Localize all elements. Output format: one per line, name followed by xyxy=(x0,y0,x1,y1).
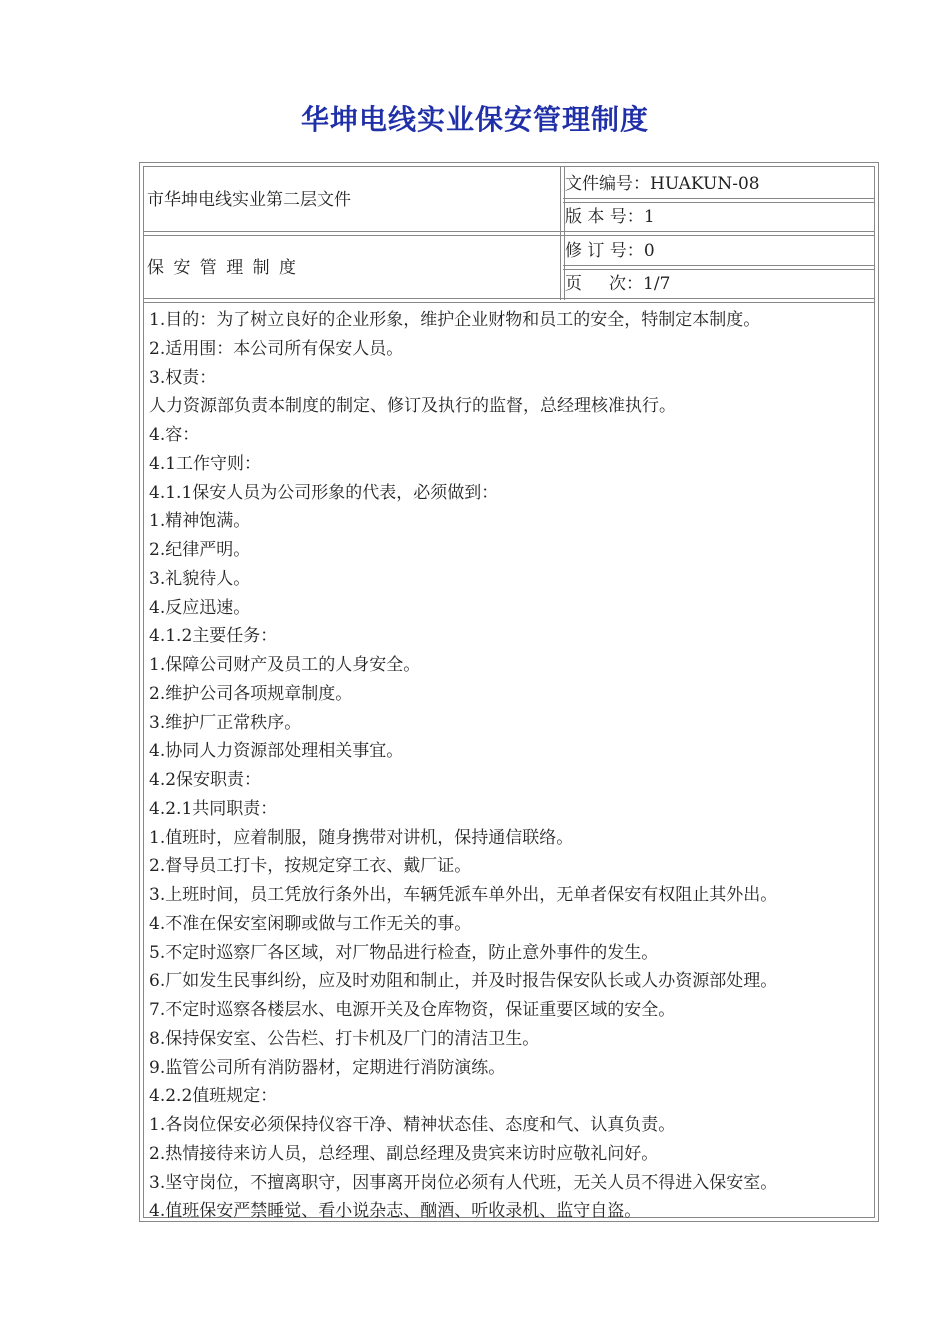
body-line: 2.热情接待来访人员，总经理、副总经理及贵宾来访时应敬礼问好。 xyxy=(149,1143,659,1164)
revision-value: 0 xyxy=(643,241,655,261)
body-line: 2.纪律严明。 xyxy=(149,540,251,560)
header-bottom-divider xyxy=(144,298,875,303)
body-line: 8.保持保安室、公告栏、打卡机及厂门的清洁卫生。 xyxy=(149,1028,540,1049)
document-inner-frame xyxy=(143,166,875,1222)
body-line: 2.适用围：本公司所有保安人员。 xyxy=(149,338,404,359)
version-value: 1 xyxy=(643,207,655,227)
file-number-label: 文件编号： xyxy=(565,174,650,194)
document-frame xyxy=(139,162,879,1222)
page-label: 页 次： xyxy=(565,274,644,294)
body-line: 1.保障公司财产及员工的人身安全。 xyxy=(149,655,421,675)
body-line: 5.不定时巡察厂各区域，对厂物品进行检查，防止意外事件的发生。 xyxy=(149,942,659,963)
version-label: 版 本 号： xyxy=(565,207,644,227)
body-line: 3.礼貌待人。 xyxy=(149,568,251,589)
page-value: 1/7 xyxy=(643,274,671,294)
body-line: 4.值班保安严禁睡觉、看小说杂志、酗酒、听收录机、监守自盗。 xyxy=(149,1201,642,1222)
version-field xyxy=(565,206,655,228)
header-row-divider-1 xyxy=(563,198,875,203)
header-row-divider-2 xyxy=(144,231,875,236)
file-number-value: HUAKUN-08 xyxy=(650,174,760,194)
document-title: 华坤电线实业保安管理制度 xyxy=(300,103,649,136)
body-line: 3.维护厂正常秩序。 xyxy=(149,712,302,733)
body-line: 3.权责： xyxy=(149,367,217,388)
body-line: 人力资源部负责本制度的制定、修订及执行的监督，总经理核准执行。 xyxy=(149,396,676,417)
company-document-level: 市华坤电线实业第二层文件 xyxy=(147,190,351,210)
body-line: 3.坚守岗位，不擅离职守，因事离开岗位必须有人代班，无关人员不得进入保安室。 xyxy=(149,1172,778,1193)
body-line: 2.维护公司各项规章制度。 xyxy=(149,683,353,704)
body-line: 4.1.1保安人员为公司形象的代表，必须做到： xyxy=(149,482,499,503)
body-line: 7.不定时巡察各楼层水、电源开关及仓库物资，保证重要区域的安全。 xyxy=(149,1000,676,1020)
body-line: 4.1工作守则： xyxy=(149,453,262,474)
revision-field xyxy=(565,240,655,262)
body-line: 4.不准在保安室闲聊或做与工作无关的事。 xyxy=(149,913,472,934)
file-number-field xyxy=(565,173,760,195)
page-field xyxy=(565,273,670,295)
body-line: 6.厂如发生民事纠纷，应及时劝阻和制止，并及时报告保安队长或人办资源部处理。 xyxy=(149,971,778,992)
body-line: 4.2保安职责： xyxy=(149,770,262,790)
body-text xyxy=(149,306,869,1226)
header-row-divider-3 xyxy=(563,265,875,270)
body-line: 1.各岗位保安必须保持仪容干净、精神状态佳、态度和气、认真负责。 xyxy=(149,1115,676,1135)
revision-label: 修 订 号： xyxy=(565,241,644,261)
body-line: 4.容： xyxy=(149,425,200,445)
body-line: 9.监管公司所有消防器材，定期进行消防演练。 xyxy=(149,1057,506,1078)
body-line: 1.目的：为了树立良好的企业形象，维护企业财物和员工的安全，特制定本制度。 xyxy=(149,310,761,330)
body-line: 1.值班时，应着制服，随身携带对讲机，保持通信联络。 xyxy=(149,827,574,848)
body-line: 3.上班时间，员工凭放行条外出，车辆凭派车单外出，无单者保安有权阻止其外出。 xyxy=(149,885,778,905)
body-line: 4.2.2值班规定： xyxy=(149,1086,278,1107)
body-line: 2.督导员工打卡，按规定穿工衣、戴厂证。 xyxy=(149,856,472,877)
body-line: 4.协同人力资源部处理相关事宜。 xyxy=(149,741,404,762)
body-line: 4.1.2主要任务： xyxy=(149,626,278,647)
document-name: 保 安 管 理 制 度 xyxy=(147,258,299,278)
body-line: 1.精神饱满。 xyxy=(149,511,251,532)
body-line: 4.2.1共同职责： xyxy=(149,798,278,819)
body-line: 4.反应迅速。 xyxy=(149,597,251,618)
